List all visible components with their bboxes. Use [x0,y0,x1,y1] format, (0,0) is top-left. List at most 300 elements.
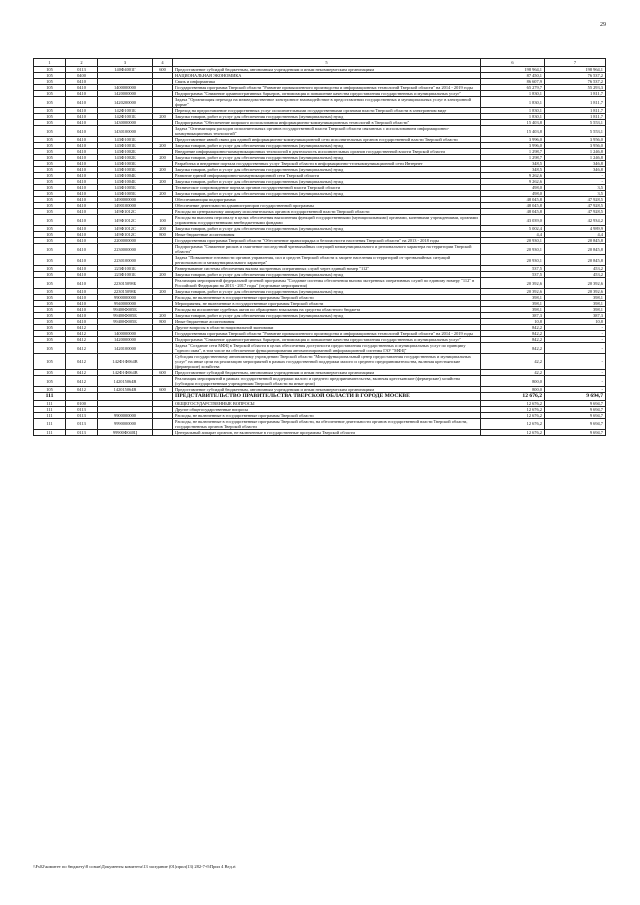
executed-amount-cell: 3 956,0 [545,137,606,143]
planned-amount-cell: 842,2 [481,337,545,343]
executed-amount-cell: 1 811,7 [545,108,606,114]
description-cell: Задача "Организация перехода на межведомственное электронное взаимодействие в предоставлении государственных и муниципальных услуг в электронной форме" [173,97,481,108]
target-code-cell: 143Ф1002Б [98,149,153,155]
executed-amount-cell: 42 934,2 [545,215,606,226]
section-code-cell: 0412 [66,343,98,354]
planned-amount-cell: 387,3 [481,313,545,319]
executed-amount-cell: - [545,370,606,376]
description-cell: Переход на предоставление государственных услуг исполнительными государственными органами власти Тверской области в электронном виде [173,108,481,114]
target-code-cell: 142Ф1Ф064В [98,370,153,376]
admin-code-cell: 105 [34,370,66,376]
description-cell: НАЦИОНАЛЬНАЯ ЭКОНОМИКА [173,73,481,79]
expense-type-cell [153,278,173,289]
target-code-cell: 223Ф1001Б [98,272,153,278]
admin-code-cell: 105 [34,197,66,203]
executed-amount-cell: 76 537,2 [545,73,606,79]
description-cell: Государственная программа Тверской области "Развитие промышленного производства и информационных технологий Тверской области" на 2014 - 2019 годы [173,85,481,91]
admin-code-cell: 105 [34,173,66,179]
description-cell: Подпрограмма "Снижение административных барьеров, оптимизация и повышение качества предоставления государственных и муниципальных услуг" [173,91,481,97]
target-code-cell: 223Ф1001Б [98,266,153,272]
planned-amount-cell: 15 403,8 [481,126,545,137]
description-cell: Закупка товаров, работ и услуг для обеспечения государственных (муниципальных) нужд [173,155,481,161]
planned-amount-cell: 4,4 [481,232,545,238]
section-code-cell: 0113 [66,412,98,418]
planned-amount-cell: 12 676,2 [481,412,545,418]
admin-code-cell: 111 [34,418,66,429]
section-code-cell: 0410 [66,143,98,149]
planned-amount-cell: 1 298,7 [481,155,545,161]
expense-type-cell: 800 [153,319,173,325]
admin-code-cell: 105 [34,343,66,354]
planned-amount-cell: 348,5 [481,167,545,173]
target-code-cell: 143Ф1004Б [98,179,153,185]
description-cell: Центральный аппарат органов, не включенные в государственные программы Тверской области [173,429,481,435]
executed-amount-cell: - [545,343,606,354]
section-code-cell: 0410 [66,173,98,179]
header-cell: 4 [153,59,173,67]
admin-code-cell: 105 [34,319,66,325]
executed-amount-cell: 4,4 [545,232,606,238]
planned-amount-cell: 20 930,1 [481,244,545,255]
executed-amount-cell: - [545,354,606,370]
section-code-cell: 0410 [66,203,98,209]
target-code-cell: 1420000000 [98,91,153,97]
executed-amount-cell: 398,1 [545,301,606,307]
description-cell: Расходы, не включенные в государственные программы Тверской области, на обеспечение деятельности органов государственной власти Тверской области, государственных органов Тверской области [173,418,481,429]
admin-code-cell: 105 [34,313,66,319]
table-row [34,215,606,226]
executed-amount-cell: 1 246,8 [545,155,606,161]
target-code-cell: 99900Ф040Ц [98,429,153,435]
section-code-cell: 0410 [66,97,98,108]
executed-amount-cell: 5 553,1 [545,126,606,137]
admin-code-cell: 105 [34,307,66,313]
section-code-cell: 0113 [66,418,98,429]
section-code-cell: 0410 [66,126,98,137]
planned-amount-cell: 842,2 [481,331,545,337]
executed-amount-cell: 4 989,9 [545,226,606,232]
expense-type-cell [153,244,173,255]
table-row [34,278,606,289]
planned-amount-cell: 20 930,1 [481,238,545,244]
target-code-cell: 9900000000 [98,295,153,301]
planned-amount-cell: 800,0 [481,387,545,393]
section-code-cell: 0410 [66,238,98,244]
admin-code-cell: 111 [34,400,66,406]
section-code-cell: 0412 [66,376,98,387]
executed-amount-cell: 453,2 [545,272,606,278]
planned-amount-cell: 3 996,0 [481,137,545,143]
header-cell: 7 [545,59,606,67]
section-code-cell: 0410 [66,289,98,295]
executed-amount-cell: 1 811,7 [545,97,606,108]
admin-code-cell: 105 [34,266,66,272]
table-row [34,429,606,435]
table-row [34,376,606,387]
description-cell: Расходы, не включенные в государственные программы Тверской области [173,412,481,418]
target-code-cell: 9940000000 [98,301,153,307]
planned-amount-cell: 498,0 [481,191,545,197]
planned-amount-cell: 537,5 [481,272,545,278]
executed-amount-cell: - [545,376,606,387]
section-code-cell: 0410 [66,108,98,114]
admin-code-cell: 105 [34,387,66,393]
admin-code-cell: 105 [34,137,66,143]
planned-amount-cell: 42,2 [481,354,545,370]
admin-code-cell: 105 [34,108,66,114]
section-code-cell: 0410 [66,266,98,272]
section-code-cell: 0410 [66,232,98,238]
section-code-cell: 0410 [66,149,98,155]
planned-amount-cell: 42,2 [481,370,545,376]
target-code-cell: 2230000000 [98,244,153,255]
section-code-cell: 0412 [66,370,98,376]
description-cell: Закупка товаров, работ и услуг для обеспечения государственных (муниципальных) нужд [173,179,481,185]
admin-code-cell: 105 [34,295,66,301]
executed-amount-cell: 20 845,8 [545,244,606,255]
description-cell: Расходы, не включенные в государственные программы Тверской области [173,295,481,301]
executed-amount-cell: - [545,179,606,185]
planned-amount-cell: 12 676,2 [481,406,545,412]
target-code-cell: 223015098Б [98,289,153,295]
section-code-cell: 0410 [66,319,98,325]
target-code-cell: 142015064В [98,387,153,393]
section-code-cell: 0410 [66,179,98,185]
executed-amount-cell: 3,5 [545,191,606,197]
planned-amount-cell: 12 676,2 [481,429,545,435]
section-code-cell: 0412 [66,337,98,343]
header-cell: 6 [481,59,545,67]
table-row [34,393,606,401]
target-code-cell: 1420100000 [98,343,153,354]
admin-code-cell: 105 [34,215,66,226]
admin-code-cell: 105 [34,337,66,343]
executed-amount-cell: 398,1 [545,295,606,301]
target-code-cell: 2200000000 [98,238,153,244]
section-code-cell: 0410 [66,295,98,301]
admin-code-cell: 105 [34,167,66,173]
section-code-cell: 0410 [66,85,98,91]
target-code-cell: 1430100000 [98,126,153,137]
admin-code-cell: 105 [34,376,66,387]
executed-amount-cell: - [545,173,606,179]
description-cell: Предоставление субсидий бюджетным, автономным учреждениям и иным некоммерческим организациям [173,370,481,376]
target-code-cell: 143Ф1002Б [98,155,153,161]
planned-amount-cell: 12 676,2 [481,400,545,406]
expense-type-cell: 200 [153,114,173,120]
target-code-cell: 99400Ф005Б [98,313,153,319]
executed-amount-cell: 1 246,8 [545,149,606,155]
description-cell: Мероприятия, не включенные в государственные программы Тверской области [173,301,481,307]
target-code-cell: 143Ф1005Б [98,191,153,197]
admin-code-cell: 105 [34,67,66,73]
expense-type-cell [153,429,173,435]
executed-amount-cell: 47 928,5 [545,209,606,215]
section-code-cell: 0410 [66,209,98,215]
planned-amount-cell: 198 964,1 [481,67,545,73]
target-code-cell: 142Ф1001Б [98,114,153,120]
executed-amount-cell: 47 928,5 [545,197,606,203]
description-cell: Другие вопросы в области национальной экономики [173,325,481,331]
target-code-cell: 143Ф1005Б [98,185,153,191]
expense-type-cell [153,418,173,429]
planned-amount-cell: 12 676,2 [481,393,545,401]
planned-amount-cell: 398,1 [481,295,545,301]
admin-code-cell: 105 [34,85,66,91]
expense-type-cell [153,343,173,354]
description-cell: Обеспечение деятельности администраторов государственной программы [173,203,481,209]
description-cell: Закупка товаров, работ и услуг для обеспечения государственных (муниципальных) нужд [173,191,481,197]
target-code-cell: 143Ф1004Б [98,173,153,179]
admin-code-cell: 105 [34,97,66,108]
description-cell: Государственная программа Тверской области "Обеспечение правопорядка и безопасности населения Тверской области" на 2013 - 2018 годы [173,238,481,244]
description-cell: Другие общегосударственные вопросы [173,406,481,412]
description-cell: Подпрограмма "Снижение административных барьеров, оптимизация и повышение качества предоставления государственных и муниципальных услуг" [173,337,481,343]
admin-code-cell: 105 [34,278,66,289]
admin-code-cell: 111 [34,429,66,435]
executed-amount-cell: - [545,337,606,343]
description-cell: Закупка товаров, работ и услуг для обеспечения государственных (муниципальных) нужд [173,143,481,149]
admin-code-cell: 105 [34,232,66,238]
executed-amount-cell: 198 964,1 [545,67,606,73]
planned-amount-cell: 5 002,4 [481,226,545,232]
table-row [34,354,606,370]
expense-type-cell: 600 [153,387,173,393]
executed-amount-cell: 1 811,7 [545,114,606,120]
expense-type-cell [153,97,173,108]
description-cell: Закупка товаров, работ и услуг для обеспечения государственных (муниципальных) нужд [173,272,481,278]
admin-code-cell: 105 [34,120,66,126]
planned-amount-cell: 9 262,6 [481,173,545,179]
description-cell: Развитие единой информационно-коммуникационной сети Тверской области [173,173,481,179]
table-row [34,244,606,255]
section-code-cell: 0410 [66,255,98,266]
description-cell: Иные бюджетные ассигнования [173,319,481,325]
page-number: 29 [600,22,606,28]
description-cell: Закупка товаров, работ и услуг для обеспечения государственных (муниципальных) нужд [173,313,481,319]
description-cell: Внедрение информационно-коммуникационных технологий в деятельность исполнительных органов государственной власти Тверской области [173,149,481,155]
target-code-cell: 149Ф1012С [98,215,153,226]
admin-code-cell: 105 [34,91,66,97]
section-code-cell: 0410 [66,114,98,120]
executed-amount-cell: - [545,325,606,331]
expense-type-cell [153,393,173,401]
table-row [34,418,606,429]
admin-code-cell: 111 [34,406,66,412]
header-cell: 5 [173,59,481,67]
table-row [34,343,606,354]
planned-amount-cell: 43 039,0 [481,215,545,226]
section-code-cell: 0113 [66,67,98,73]
planned-amount-cell: 1 830,1 [481,114,545,120]
executed-amount-cell: 346,8 [545,161,606,167]
description-cell: Расходы на выплаты персоналу в целях обеспечения выполнения функций государственными (муниципальными) органами, казенными учреждениями, органами управления государственными внебюджетными фондами [173,215,481,226]
planned-amount-cell: 20 930,1 [481,255,545,266]
section-code-cell: 0410 [66,155,98,161]
admin-code-cell: 105 [34,238,66,244]
target-code-cell: 1400000000 [98,85,153,91]
planned-amount-cell: 1 830,1 [481,108,545,114]
description-cell: Закупка товаров, работ и услуг для обеспечения государственных (муниципальных) нужд [173,289,481,295]
section-code-cell: 0410 [66,226,98,232]
target-code-cell: 149Ф1012С [98,232,153,238]
section-code-cell: 0410 [66,191,98,197]
admin-code-cell: 105 [34,354,66,370]
planned-amount-cell: 10,8 [481,319,545,325]
description-cell: Задача "Повышение готовности органов управления, сил и средств Тверской области к защите населения и территорий от чрезвычайных ситуаций регионального и межмуниципального характера" [173,255,481,266]
header-cell: 3 [98,59,153,67]
description-cell: Закупка товаров, работ и услуг для обеспечения государственных (муниципальных) нужд [173,167,481,173]
admin-code-cell: 105 [34,161,66,167]
section-code-cell: 0410 [66,137,98,143]
admin-code-cell: 105 [34,149,66,155]
admin-code-cell: 105 [34,255,66,266]
admin-code-cell: 105 [34,191,66,197]
planned-amount-cell: 1 830,1 [481,91,545,97]
planned-amount-cell: 87 450,1 [481,73,545,79]
planned-amount-cell: 1 830,1 [481,97,545,108]
admin-code-cell: 105 [34,126,66,137]
executed-amount-cell: 10,8 [545,319,606,325]
target-code-cell: 142Ф1Ф064В [98,354,153,370]
section-code-cell: 0410 [66,272,98,278]
description-cell: Задача "Создание сети МФЦ в Тверской области в целях обеспечения доступности предоставления государственных и муниципальных услуг по принципу "одного окна", в том числе на обеспечение функционирования автоматизированной информационной системы ГАУ "МФЦ" [173,343,481,354]
admin-code-cell: 105 [34,143,66,149]
planned-amount-cell: 86 607,9 [481,79,545,85]
target-code-cell: 99400Ф005Б [98,319,153,325]
section-code-cell: 0410 [66,278,98,289]
executed-amount-cell: 9 694,7 [545,429,606,435]
admin-code-cell: 105 [34,272,66,278]
executed-amount-cell: 47 928,5 [545,203,606,209]
admin-code-cell: 105 [34,114,66,120]
section-code-cell: 0410 [66,79,98,85]
executed-amount-cell: 20 845,8 [545,238,606,244]
description-cell: Задача "Оптимизация расходов исполнительных органов государственной власти Тверской области связанных с использованием информационно-коммуникационных технологий" [173,126,481,137]
executed-amount-cell: - [545,331,606,337]
target-code-cell: 142Ф1001Б [98,108,153,114]
admin-code-cell: 105 [34,209,66,215]
planned-amount-cell: 48 045,8 [481,209,545,215]
admin-code-cell: 105 [34,244,66,255]
description-cell: Предоставление субсидий бюджетным, автономным учреждениям и иным некоммерческим организациям [173,387,481,393]
planned-amount-cell: 20 392,6 [481,278,545,289]
executed-amount-cell: 453,2 [545,266,606,272]
target-code-cell: 149Ф1012С [98,226,153,232]
description-cell: Субсидия государственному автономному учреждению Тверской области "Многофункциональный центр предоставления государственных и муниципальных услуг" на иные цели на реализацию мероприятий в рамках государственной поддержки малого и среднего предпринимательства, включая крестьянские (фермерские) хозяйства [173,354,481,370]
expense-type-cell: 200 [153,272,173,278]
planned-amount-cell: 65 279,7 [481,85,545,91]
admin-code-cell: 105 [34,325,66,331]
admin-code-cell: 105 [34,289,66,295]
section-code-cell: 0113 [66,406,98,412]
executed-amount-cell: 55 293,3 [545,85,606,91]
section-code-cell: 0410 [66,244,98,255]
expense-type-cell: 200 [153,167,173,173]
target-code-cell: 1490100000 [98,203,153,209]
description-cell: ПРЕДСТАВИТЕЛЬСТВО ПРАВИТЕЛЬСТВА ТВЕРСКОЙ ОБЛАСТИ В ГОРОДЕ МОСКВЕ [173,393,481,401]
description-cell: Связь и информатика [173,79,481,85]
target-code-cell: 143Ф1003Б [98,167,153,173]
section-code-cell: 0400 [66,73,98,79]
expense-type-cell [153,354,173,370]
executed-amount-cell: 3 956,0 [545,143,606,149]
target-code-cell: 9990000000 [98,418,153,429]
expense-type-cell: 200 [153,155,173,161]
description-cell: Закупка товаров, работ и услуг для обеспечения государственных (муниципальных) нужд [173,226,481,232]
section-code-cell: 0412 [66,325,98,331]
header-cell: 1 [34,59,66,67]
description-cell: Разработка и внедрение портала государственных услуг Тверской области в информационно-телекоммуникационной сети Интернет [173,161,481,167]
executed-amount-cell: 387,3 [545,313,606,319]
table-row [34,97,606,108]
expense-type-cell: 200 [153,179,173,185]
target-code-cell: 1430000000 [98,120,153,126]
description-cell: Подпрограмма "Обеспечение широкого использования информационно-коммуникационных технологий в Тверской области" [173,120,481,126]
section-code-cell: 0410 [66,91,98,97]
executed-amount-cell: - [545,387,606,393]
description-cell: Государственная программа Тверской области "Развитие промышленного производства и информационных технологий Тверской области" на 2014 - 2019 годы [173,331,481,337]
description-cell: Иные бюджетные ассигнования [173,232,481,238]
executed-amount-cell: 9 694,7 [545,400,606,406]
description-cell: ОБЩЕГОСУДАРСТВЕННЫЕ ВОПРОСЫ [173,400,481,406]
admin-code-cell: 105 [34,155,66,161]
expense-type-cell: 800 [153,232,173,238]
admin-code-cell: 111 [34,393,66,401]
target-code-cell: 1420200000 [98,97,153,108]
description-cell: Развертывание системы обеспечения вызова экстренных оперативных служб через единый номер "112" [173,266,481,272]
executed-amount-cell: 9 694,7 [545,406,606,412]
planned-amount-cell: 348,5 [481,161,545,167]
planned-amount-cell: 20 392,6 [481,289,545,295]
expense-type-cell: 200 [153,143,173,149]
target-code-cell: 142015064В [98,376,153,387]
expense-type-cell: 200 [153,191,173,197]
admin-code-cell: 105 [34,79,66,85]
section-code-cell: 0412 [66,331,98,337]
executed-amount-cell: 20 845,8 [545,255,606,266]
target-code-cell: 9900000000 [98,412,153,418]
description-cell: Расходы по центральному аппарату исполнительных органов государственной власти Тверской области [173,209,481,215]
admin-code-cell: 111 [34,412,66,418]
planned-amount-cell: 9 262,6 [481,179,545,185]
header-cell: 2 [66,59,98,67]
description-cell: Предоставление явной связи для единой информационно-коммуникационной сети исполнительных органов государственной власти Тверской области [173,137,481,143]
executed-amount-cell: 9 694,7 [545,393,606,401]
target-code-cell: 1420000000 [98,337,153,343]
section-code-cell: 0410 [66,120,98,126]
expense-type-cell: 200 [153,313,173,319]
section-code-cell: 0410 [66,185,98,191]
target-code-cell: 99400Ф005Б [98,307,153,313]
expense-type-cell [153,376,173,387]
description-cell: Расходы на исполнение судебных актов по обращению взыскания на средства областного бюджета [173,307,481,313]
executed-amount-cell: 76 537,2 [545,79,606,85]
file-path-footer: \\Fs02\комитет по бюджету\8 созыв\Документы комитета\13 заседание (01)прил(13) 282-7-б\Прил 4 Вед.rt [33,864,236,869]
table-row [34,126,606,137]
planned-amount-cell: 842,2 [481,343,545,354]
executed-amount-cell: 346,8 [545,167,606,173]
planned-amount-cell: 15 403,8 [481,120,545,126]
admin-code-cell: 105 [34,185,66,191]
expense-type-cell: 100 [153,215,173,226]
planned-amount-cell: 48 045,8 [481,203,545,209]
planned-amount-cell: 3 996,0 [481,143,545,149]
description-cell: Техническое сопровождение портала органов государственной власти Тверской области [173,185,481,191]
planned-amount-cell: 1 298,7 [481,149,545,155]
target-code-cell: 223015098Б [98,278,153,289]
section-code-cell: 0100 [66,400,98,406]
